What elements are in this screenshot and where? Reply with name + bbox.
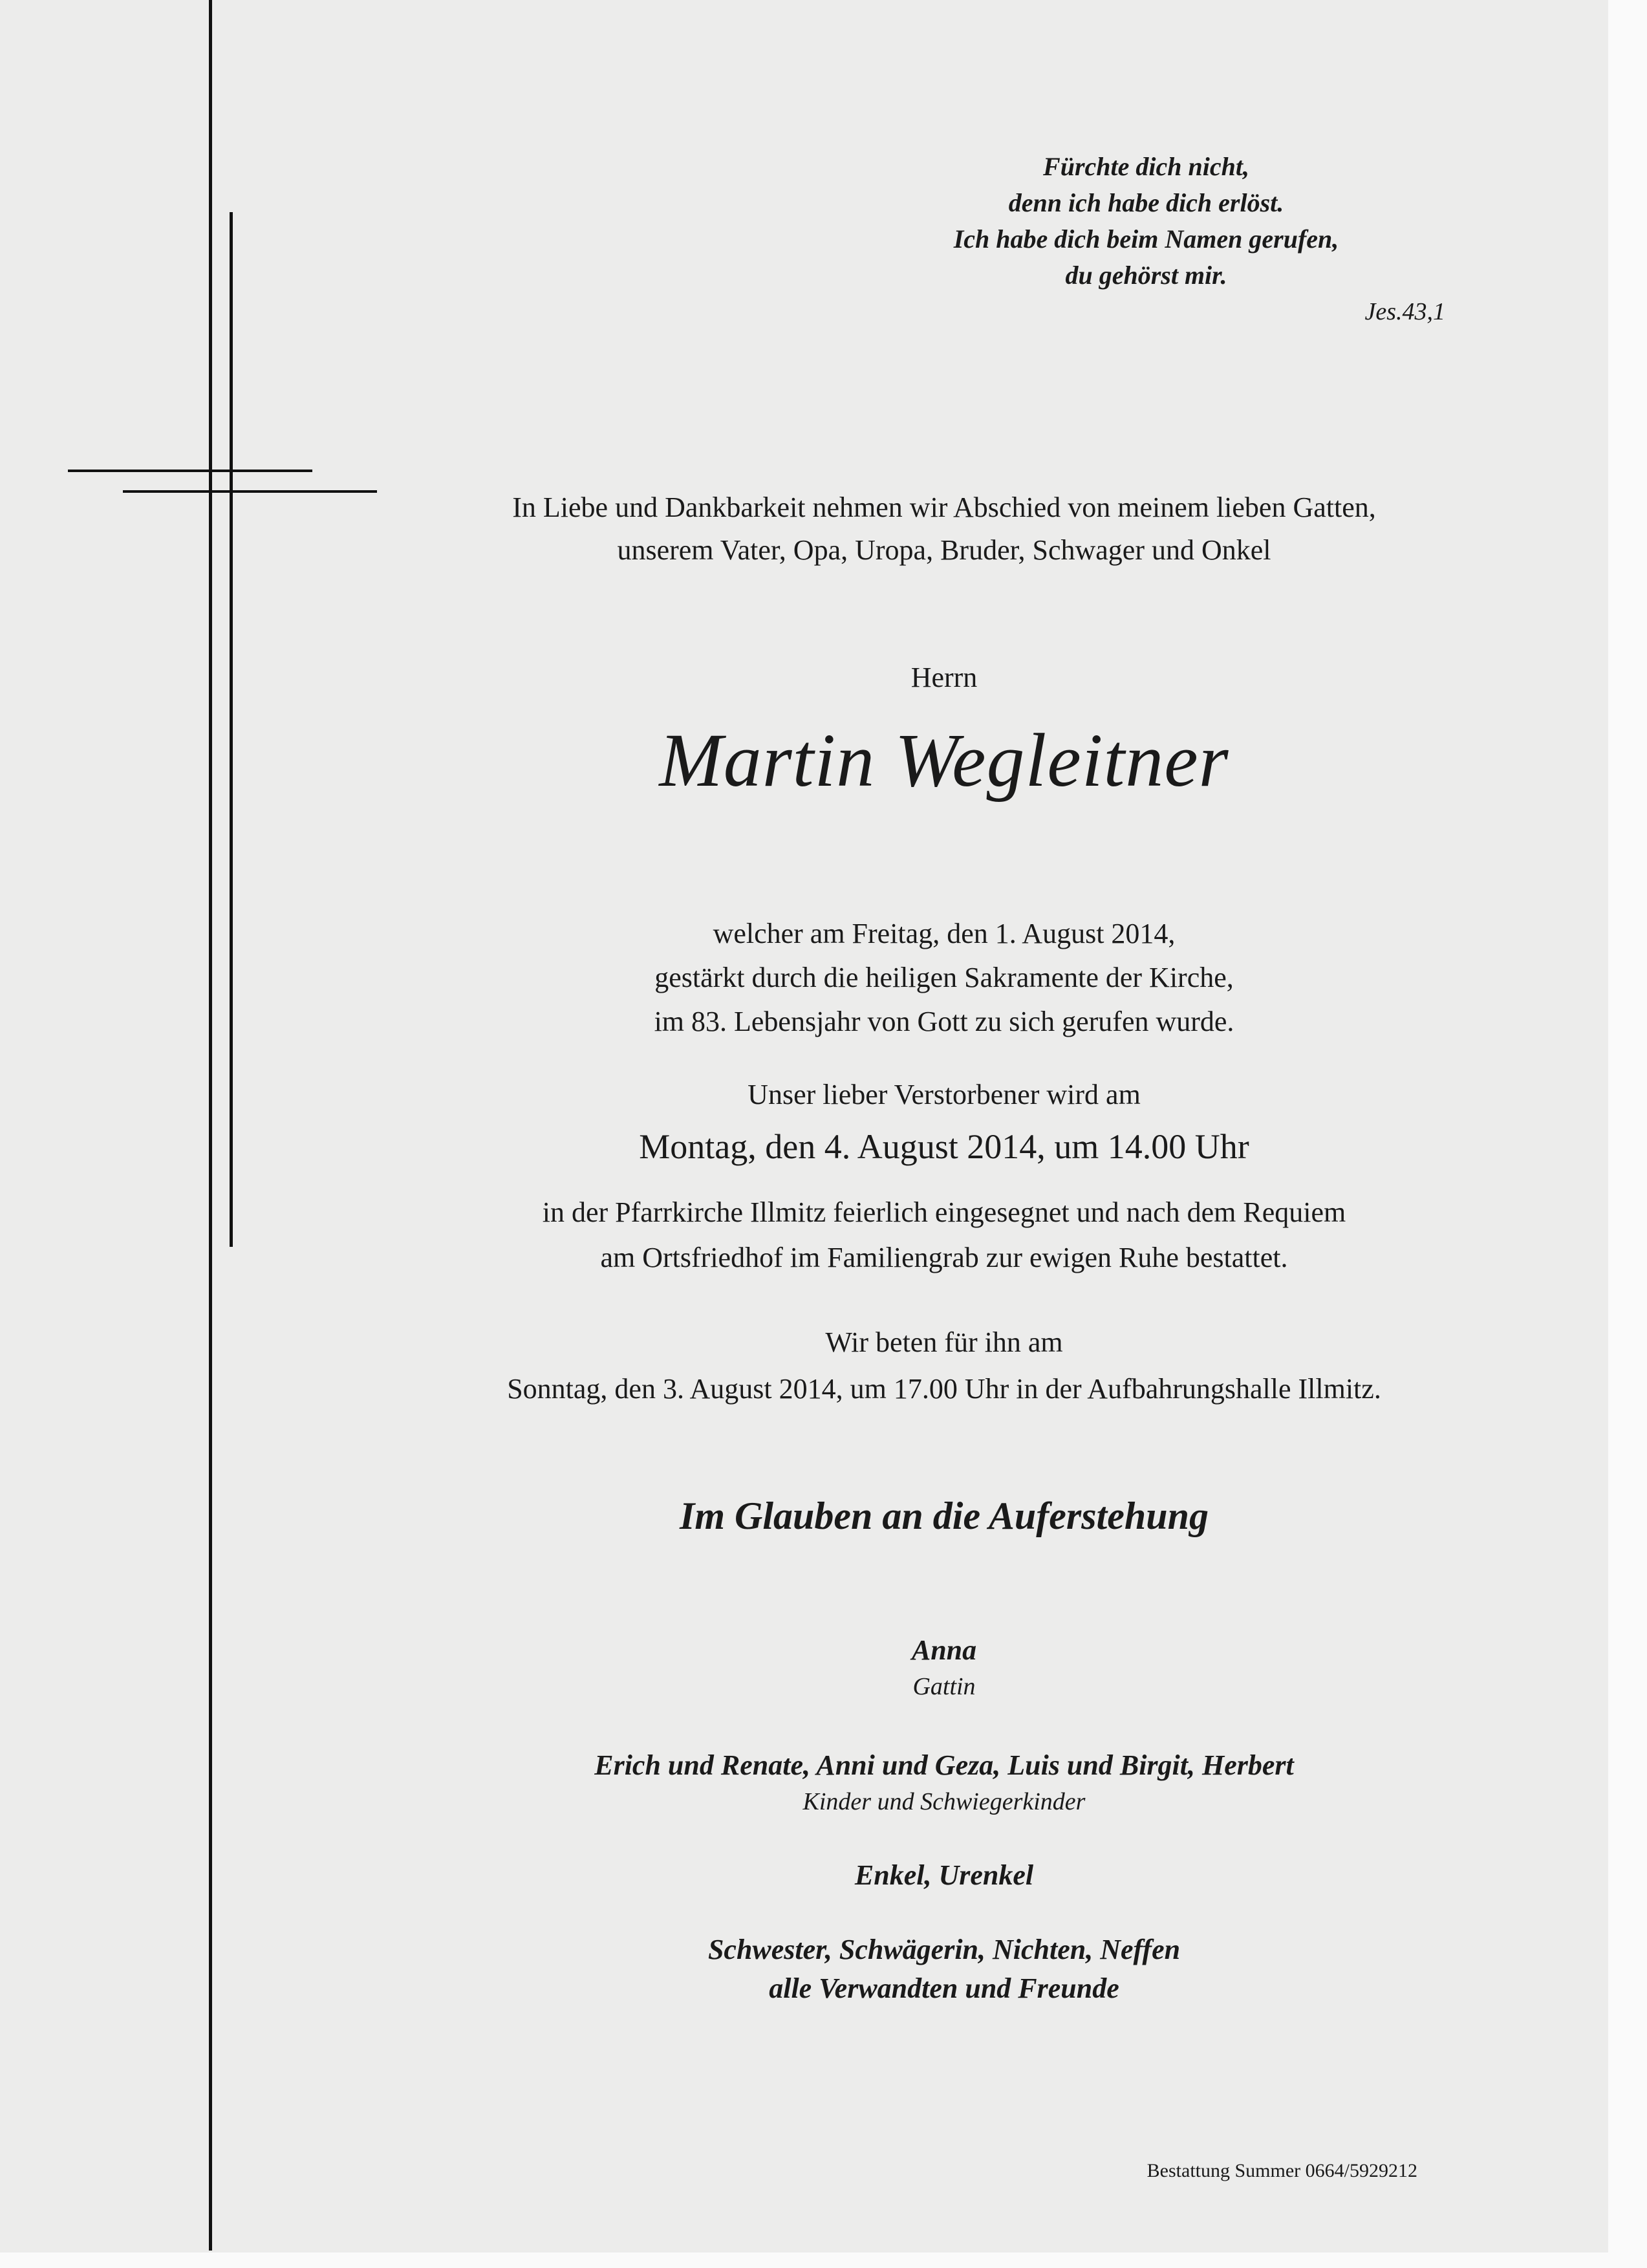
mourner-name: alle Verwandten und Freunde: [769, 1972, 1119, 2004]
cross-line-long: [209, 0, 212, 2251]
faith-line: Im Glauben an die Auferstehung: [680, 1495, 1209, 1537]
intro-line: In Liebe und Dankbarkeit nehmen wir Abschied von meinem lieben Gatten,: [512, 491, 1376, 523]
intro-text: [388, 486, 1500, 572]
funeral-details: [388, 1190, 1500, 1280]
cross-bar-lower: [123, 490, 377, 493]
mourner-name: Schwester, Schwägerin, Nichten, Neffen: [707, 1934, 1181, 1965]
death-info-line: gestärkt durch die heiligen Sakramente der Kirche,: [654, 962, 1234, 993]
scan-edge-right: [1608, 0, 1647, 2268]
death-info: [388, 912, 1500, 1044]
quote-reference: Jes.43,1: [1364, 298, 1445, 325]
intro-line: unserem Vater, Opa, Uropa, Bruder, Schwager und Onkel: [617, 534, 1271, 566]
funeral-home-footer: Bestattung Summer 0664/5929212: [1146, 2160, 1417, 2181]
mourner-role: Gattin: [912, 1673, 976, 1700]
prayer-line: Sonntag, den 3. August 2014, um 17.00 Uhr in der Aufbahrungshalle Illmitz.: [507, 1373, 1381, 1405]
quote-line: du gehörst mir.: [1065, 261, 1227, 290]
deceased-name: Martin Wegleitner: [659, 718, 1229, 803]
funeral-details-line: in der Pfarrkirche Illmitz feierlich eingesegnet und nach dem Requiem: [542, 1196, 1346, 1228]
mourner-name: Enkel, Urenkel: [854, 1859, 1034, 1891]
mourner-name: Erich und Renate, Anni und Geza, Luis und Birgit, Herbert: [594, 1749, 1294, 1781]
prayer-line: Wir beten für ihn am: [825, 1326, 1063, 1358]
cross-bar-upper: [68, 470, 312, 472]
death-info-line: im 83. Lebensjahr von Gott zu sich gerufen wurde.: [654, 1006, 1234, 1037]
bible-quote: [841, 149, 1452, 330]
salutation: Herrn: [910, 662, 978, 693]
prayer-info: [388, 1319, 1500, 1412]
funeral-intro: Unser lieber Verstorbener wird am: [748, 1079, 1141, 1110]
quote-line: denn ich habe dich erlöst.: [1008, 188, 1284, 217]
quote-line: Ich habe dich beim Namen gerufen,: [953, 224, 1339, 254]
scan-edge-bottom: [0, 2252, 1647, 2268]
mourner-anna: [388, 1631, 1500, 1703]
mourner-grandchildren: [388, 1856, 1500, 1895]
mourner-name: Anna: [911, 1634, 977, 1666]
death-info-line: welcher am Freitag, den 1. August 2014,: [713, 918, 1176, 949]
mourner-relatives: [388, 1930, 1500, 2008]
mourner-role: Kinder und Schwiegerkinder: [802, 1788, 1086, 1815]
mourner-children: [388, 1746, 1500, 1819]
funeral-details-line: am Ortsfriedhof im Familiengrab zur ewigen Ruhe bestattet.: [600, 1242, 1288, 1273]
cross-line-short: [230, 212, 233, 1247]
quote-line: Fürchte dich nicht,: [1043, 152, 1249, 181]
funeral-date: Montag, den 4. August 2014, um 14.00 Uhr: [639, 1127, 1249, 1166]
